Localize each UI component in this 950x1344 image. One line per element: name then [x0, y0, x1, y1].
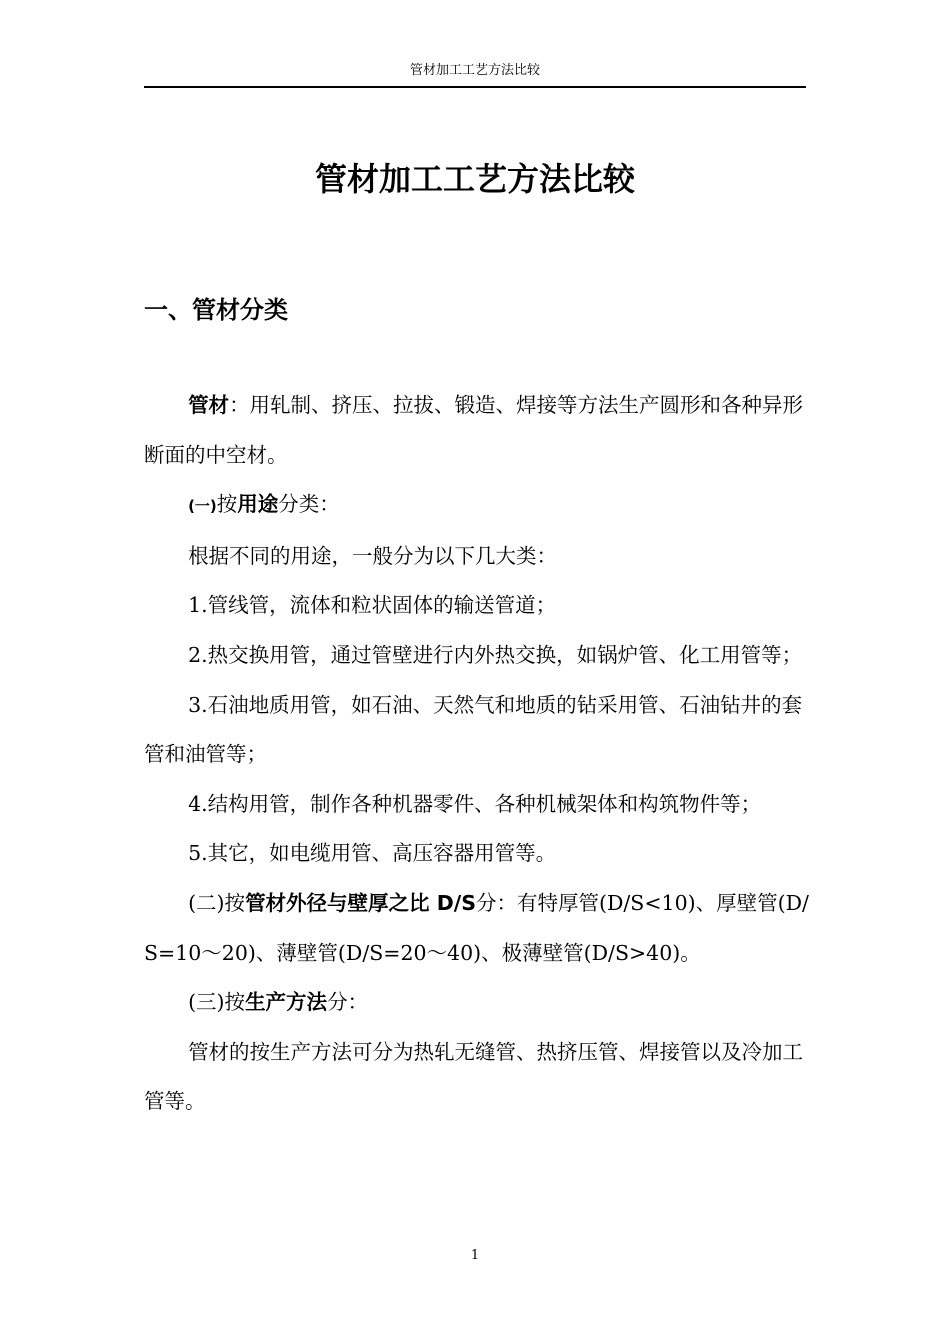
- method-paragraph: 管材的按生产方法可分为热轧无缝管、热挤压管、焊接管以及冷加工管等。: [144, 1039, 804, 1114]
- page-number: 1: [470, 1248, 480, 1263]
- ratio-prefix: (二)按: [188, 890, 246, 915]
- document-title: 管材加工工艺方法比较: [314, 160, 635, 198]
- running-header-title: 管材加工工艺方法比较: [409, 63, 540, 78]
- definition-text: ：用轧制、挤压、拉拔、锻造、焊接等方法生产圆形和各种异形断面的中空材。: [144, 393, 804, 467]
- subheading-by-use-key: 用途: [237, 492, 279, 517]
- intro-paragraph: 根据不同的用途，一般分为以下几大类：: [188, 543, 558, 568]
- list-item: 4.结构用管，制作各种机器零件、各种机械架体和构筑物件等；: [188, 791, 762, 816]
- subheading-by-use: [144, 480, 812, 532]
- subheading-by-use-suffix: 分类：: [278, 492, 340, 517]
- subheading-by-use-an: 按: [216, 492, 238, 517]
- list-item: 1.管线管，流体和粒状固体的输送管道；: [188, 593, 557, 618]
- ratio-text: 分：有特厚管(D/S<10)、厚壁管(D/S=10～20)、薄壁管(D/S=20～40)、极薄壁管(D/S>40)。: [144, 890, 809, 965]
- body-content: [144, 381, 812, 1127]
- subheading-by-method: [144, 978, 812, 1028]
- running-header: [144, 60, 806, 88]
- definition-paragraph: [144, 381, 812, 480]
- list-item: 5.其它，如电缆用管、高压容器用管等。: [188, 841, 557, 866]
- method-key: 生产方法: [245, 990, 328, 1015]
- subheading-by-use-prefix: (一): [188, 497, 217, 516]
- definition-term: 管材: [188, 393, 230, 417]
- method-suffix: 分：: [327, 990, 369, 1015]
- list-item: 3.石油地质用管，如石油、天然气和地质的钻采用管、石油钻井的套管和油管等；: [144, 692, 803, 767]
- ratio-key: 管材外径与壁厚之比 D/S: [245, 890, 476, 915]
- ratio-paragraph: [144, 879, 812, 978]
- section-heading: 一、管材分类: [144, 296, 288, 324]
- method-prefix: (三)按: [188, 990, 246, 1015]
- list-item: 2.热交换用管，通过管壁进行内外热交换，如锅炉管、化工用管等；: [188, 642, 803, 667]
